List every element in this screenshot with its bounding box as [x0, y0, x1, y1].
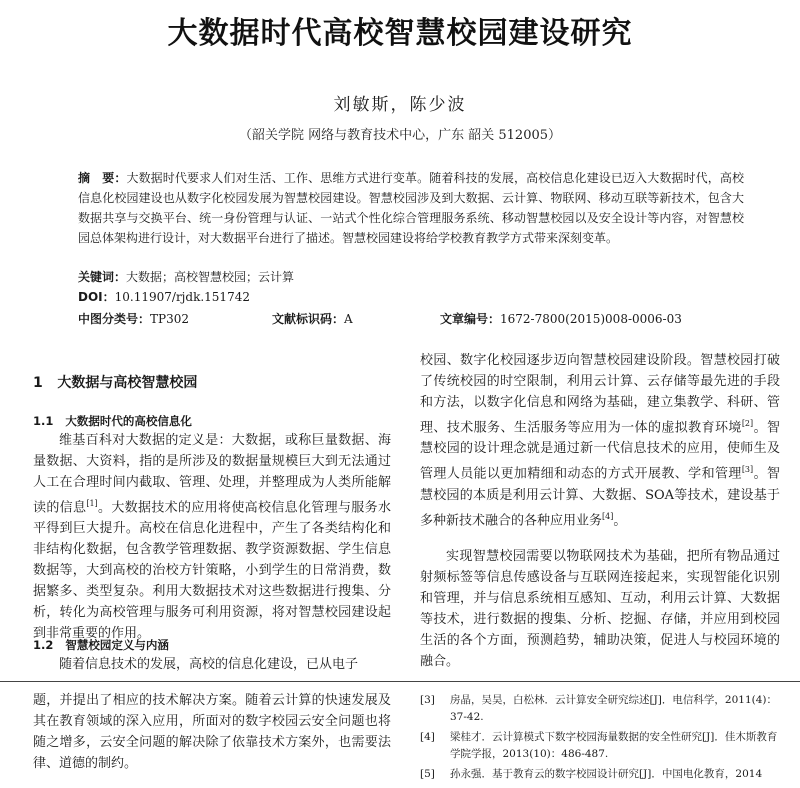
reference-number: [5] — [420, 768, 435, 780]
abstract-text: 大数据时代要求人们对生活、工作、思维方式进行变革。随着科技的发展，高校信息化建设已迈入大数据时代，高校信息化校园建设也从数字化校园发展为智慧校园建设。智慧校园涉及到大数据、云计算、物联网、移动互联等新技术，包含大数据共享与交换平台、统一身份管理与认证、一站式个性化综合管理服务系统、移动智慧校园以及安全设计等内容，对智慧校园总体架构进行设计，对大数据平台进行了描述。智慧校园建设将给学校教育教学方式带来深刻变革。 — [78, 171, 744, 245]
right-paragraph-1-text-c: 。智慧校园的本质是利用云计算、大数据、SOA等技术，建设基于多种新技术融合的各种应用业务 — [420, 466, 780, 528]
reference-text: 梁桂才．云计算模式下数字校园海量数据的安全性研究[J]．佳木斯教育学院学报，2013(10)：486-487. — [450, 731, 778, 760]
right-paragraph-1-text-b: 。智慧校园的设计理念就是通过新一代信息技术的应用，使师生及管理人员能以更加精细和动态的方式开展教、学和管理 — [420, 420, 780, 482]
citation-3: [3] — [741, 465, 754, 475]
subsection-1-2-heading — [33, 637, 169, 653]
doc-code — [272, 310, 353, 327]
article-number — [440, 310, 682, 327]
doi-text: 10.11907/rjdk.151742 — [114, 290, 250, 304]
keywords-text: 大数据；高校智慧校园；云计算 — [126, 270, 295, 284]
right-paragraph-2: 实现智慧校园需要以物联网技术为基础，把所有物品通过射频标签等信息传感设备与互联网连接起来，实现智能化识别和管理，并与信息系统相互感知、互动，利用云计算、大数据等技术，进行数据的搜集、分析、挖掘、存储，并应用到校园生活的各个方面，预测趋势，辅助决策，促进人与校园环境的融合。 — [420, 549, 780, 669]
doi — [78, 288, 250, 305]
subsection-1-1-title: 大数据时代的高校信息化 — [65, 414, 192, 428]
reference-list — [420, 692, 778, 786]
section-1-title: 大数据与高校智慧校园 — [57, 375, 198, 391]
section-1-heading — [33, 372, 197, 392]
reference-item — [420, 692, 778, 726]
paper-title: 大数据时代高校智慧校园建设研究 — [167, 16, 633, 51]
subsection-1-1-heading — [33, 413, 192, 429]
classification-text: TP302 — [150, 312, 189, 326]
doi-label: DOI： — [78, 290, 115, 304]
citation-4: [4] — [602, 511, 614, 521]
keywords-label: 关键词： — [78, 270, 127, 284]
reference-number: [4] — [420, 731, 435, 743]
affiliation: （韶关学院 网络与教育技术中心，广东 韶关 512005） — [238, 128, 562, 143]
reference-item — [420, 766, 778, 783]
classification-label: 中图分类号： — [78, 312, 151, 326]
citation-2: [2] — [741, 419, 754, 428]
reference-text: 房晶，吴昊，白松林．云计算安全研究综述[J]．电信科学，2011(4)：37-42. — [450, 694, 777, 723]
paragraph-1-1-text-end: 。大数据技术的应用将使高校信息化管理与服务水平得到巨大提升。高校在信息化进程中，产生了各类结构化和非结构化数据，包含教学管理数据、教学资源数据、学生信息数据等，大到高校的治校方针策略，小到学生的日常消费，数据繁多、类型复杂。利用大数据技术对这些数据进行搜集、分析，转化为高校管理与服务可利用资源，将对智慧校园建设起到非常重要的作用。 — [33, 500, 391, 642]
doc-code-label: 文献标识码： — [272, 312, 345, 326]
reference-text: 孙永强．基于教育云的数字校园设计研究[J]．中国电化教育，2014 — [450, 768, 763, 780]
reference-number: [3] — [420, 694, 435, 706]
section-1-number: 1 — [33, 375, 43, 391]
bottom-left-paragraph: 题，并提出了相应的技术解决方案。随着云计算的快速发展及其在教育领域的深入应用，所面对的数字校园云安全问题也将随之增多，云安全问题的解决除了依靠技术方案外，也需要法律、道德的制约。 — [33, 693, 391, 771]
paragraph-1-2: 随着信息技术的发展，高校的信息化建设，已从电子 — [59, 657, 359, 672]
right-paragraph-1-text: 校园、数字化校园逐步迈向智慧校园建设阶段。智慧校园打破了传统校园的时空限制，利用云计算、云存储等最先进的手段和方法，以数字化信息和网络为基础，建立集教学、科研、管理、技术服务、生活服务等应用为一体的虚拟教育环境 — [420, 353, 780, 436]
keywords — [78, 268, 294, 285]
article-number-label: 文章编号： — [440, 312, 501, 326]
page-divider — [0, 681, 800, 682]
paragraph-1-1 — [33, 430, 391, 644]
paragraph-1-1-text: 维基百科对大数据的定义是：大数据，或称巨量数据、海量数据、大资料，指的是所涉及的数据量规模巨大到无法通过人工在合理时间内截取、管理、处理，并整理成为人类所能解读的信息 — [33, 433, 391, 516]
subsection-1-2-number: 1.2 — [33, 638, 54, 652]
doc-code-text: A — [344, 312, 353, 326]
classification — [78, 310, 189, 327]
right-paragraph-1-text-d: 。 — [613, 512, 627, 528]
citation-1: [1] — [86, 499, 98, 508]
article-number-text: 1672-7800(2015)008-0006-03 — [500, 312, 682, 326]
authors: 刘敏斯，陈少波 — [333, 95, 467, 115]
abstract — [78, 168, 744, 248]
abstract-label: 摘 要： — [78, 171, 127, 185]
subsection-1-2-title: 智慧校园定义与内涵 — [65, 638, 169, 652]
right-paragraph-1 — [420, 350, 780, 531]
reference-item — [420, 729, 778, 763]
subsection-1-1-number: 1.1 — [33, 414, 54, 428]
